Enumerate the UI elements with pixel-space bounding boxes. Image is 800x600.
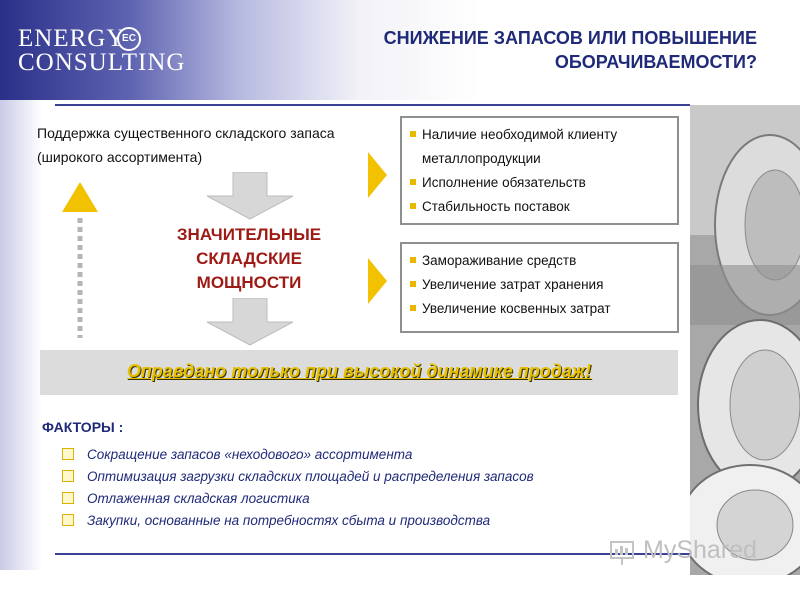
steel-coils-photo	[690, 105, 800, 575]
benefit-item	[410, 123, 669, 171]
checkbox-bullet-icon	[62, 514, 74, 526]
benefit-item	[410, 195, 669, 219]
factor-text: Сокращение запасов «неходового» ассортимента	[87, 447, 413, 462]
up-arrow	[60, 180, 100, 340]
benefit-text: Наличие необходимой клиенту металлопродукции	[422, 127, 618, 166]
warehouse-capacity-title	[138, 223, 360, 295]
slide-title-line1: СНИЖЕНИЕ ЗАПАСОВ ИЛИ ПОВЫШЕНИЕ	[383, 28, 757, 48]
cost-item	[410, 297, 669, 321]
square-bullet-icon	[410, 203, 416, 209]
checkbox-bullet-icon	[62, 470, 74, 482]
factor-item	[62, 466, 534, 488]
factors-heading: ФАКТОРЫ :	[42, 419, 124, 435]
checkbox-bullet-icon	[62, 492, 74, 504]
cost-item	[410, 249, 669, 273]
checkbox-bullet-icon	[62, 448, 74, 460]
factor-text: Закупки, основанные на потребностях сбыта и производства	[87, 513, 491, 528]
logo-badge: EC	[117, 27, 141, 51]
watermark-text: MyShared	[643, 536, 757, 564]
benefit-text: Стабильность поставок	[422, 199, 570, 214]
factor-text: Оптимизация загрузки складских площадей и распределения запасов	[87, 469, 534, 484]
square-bullet-icon	[410, 305, 416, 311]
down-arrow-top	[205, 172, 295, 220]
cost-text: Увеличение косвенных затрат	[422, 301, 611, 316]
factor-item	[62, 510, 490, 532]
capacity-line1: ЗНАЧИТЕЛЬНЫЕ	[176, 225, 322, 244]
down-arrow-bottom	[205, 298, 295, 346]
right-arrow-costs	[368, 258, 388, 304]
stock-support-text: Поддержка существенного складского запаса (широкого ассортимента)	[37, 125, 335, 165]
square-bullet-icon	[410, 179, 416, 185]
factor-text: Отлаженная складская логистика	[87, 491, 310, 506]
benefits-box	[400, 116, 679, 225]
right-arrow-benefits	[368, 152, 388, 198]
square-bullet-icon	[410, 281, 416, 287]
watermark-logo-icon	[609, 537, 639, 567]
costs-box	[400, 242, 679, 333]
bottom-divider	[55, 553, 690, 555]
benefit-text: Исполнение обязательств	[422, 175, 586, 190]
capacity-line2: СКЛАДСКИЕ	[196, 249, 302, 268]
justification-text: Оправдано только при высокой динамике продаж!	[126, 361, 592, 381]
factor-item	[62, 488, 310, 510]
logo-text-energy: ENERGY	[18, 25, 126, 52]
left-decorative-band	[0, 100, 42, 570]
benefit-item	[410, 171, 669, 195]
square-bullet-icon	[410, 257, 416, 263]
capacity-line3: МОЩНОСТИ	[196, 273, 302, 292]
cost-text: Увеличение затрат хранения	[422, 277, 604, 292]
cost-item	[410, 273, 669, 297]
cost-text: Замораживание средств	[422, 253, 577, 268]
square-bullet-icon	[410, 131, 416, 137]
logo-text-consulting: CONSULTING	[18, 49, 186, 76]
slide-title-line2: ОБОРАЧИВАЕМОСТИ?	[554, 52, 757, 72]
factor-item	[62, 444, 412, 466]
top-divider	[55, 104, 690, 106]
